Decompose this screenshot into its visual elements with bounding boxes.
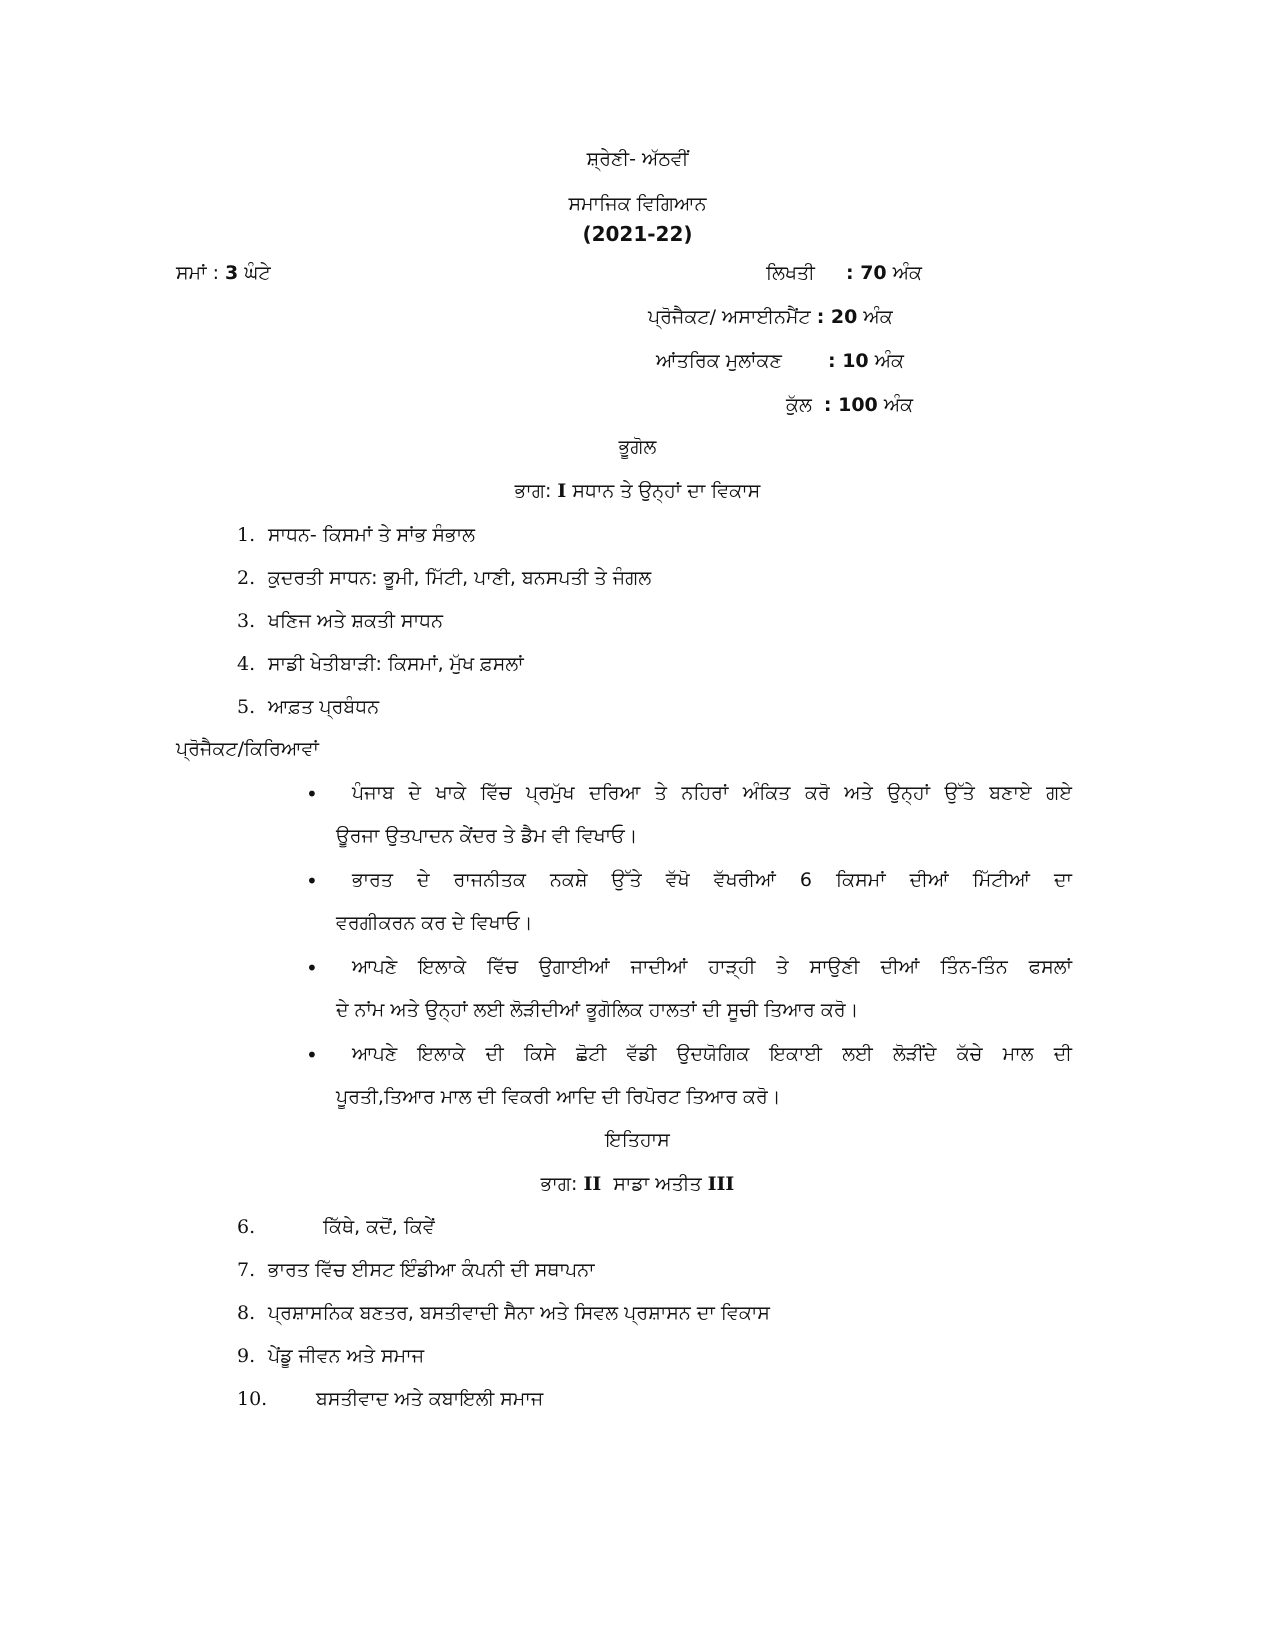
list-number: 2. xyxy=(237,567,256,589)
bullet-icon: • xyxy=(306,782,318,806)
internal-marks-label: ਆਂਤਰਿਕ ਮੁਲਾਂਕਣ xyxy=(656,350,782,372)
history-title: ਇਤਿਹਾਸ xyxy=(605,1129,670,1151)
class-heading: ਸ਼੍ਰੇਣੀ- ਅੱਠਵੀਂ xyxy=(586,148,689,170)
project-marks-value: : 20 xyxy=(816,306,858,328)
projects-heading: ਪ੍ਰੋਜੈਕਟ/ਕਿਰਿਆਵਾਂ xyxy=(176,738,319,760)
project-bullet-line: ਦੇ ਨਾਂਮ ਅਤੇ ਉਨ੍ਹਾਂ ਲਈ ਲੋੜੀਦੀਆਂ ਭੂਗੋਲਿਕ ਹਾਲਤਾਂ ਦੀ ਸੂਚੀ ਤਿਆਰ ਕਰੋ। xyxy=(336,999,859,1021)
list-item: ਆਫ਼ਤ ਪ੍ਰਬੰਧਨ xyxy=(268,696,380,718)
subject-heading: ਸਮਾਜਿਕ ਵਿਗਿਆਨ xyxy=(568,193,707,215)
project-bullet-line: ਵਰਗੀਕਰਨ ਕਰ ਦੇ ਵਿਖਾਓ। xyxy=(336,912,533,934)
list-item: ਭਾਰਤ ਵਿੱਚ ਈਸਟ ਇੰਡੀਆ ਕੰਪਨੀ ਦੀ ਸਥਾਪਨਾ xyxy=(268,1259,595,1281)
list-item: ਪੇਂਡੂ ਜੀਵਨ ਅਤੇ ਸਮਾਜ xyxy=(268,1345,425,1367)
time-label: ਸਮਾਂ : xyxy=(176,262,219,284)
list-number: 9. xyxy=(237,1345,256,1367)
list-number: 6. xyxy=(237,1216,256,1238)
list-item: ਖਣਿਜ ਅਤੇ ਸ਼ਕਤੀ ਸਾਧਨ xyxy=(268,610,443,632)
total-marks-unit: ਅੰਕ xyxy=(883,394,914,416)
part-roman: II xyxy=(583,1173,602,1195)
list-item: ਕਿੱਥੇ, ਕਦੋਂ, ਕਿਵੇਂ xyxy=(323,1216,435,1238)
list-number: 1. xyxy=(237,524,256,546)
list-item: ਪ੍ਰਸ਼ਾਸਨਿਕ ਬਣਤਰ, ਬਸਤੀਵਾਦੀ ਸੈਨਾ ਅਤੇ ਸਿਵਲ ਪ੍ਰਸ਼ਾਸਨ ਦਾ ਵਿਕਾਸ xyxy=(268,1302,770,1324)
project-bullet-line: ਪੂਰਤੀ,ਤਿਆਰ ਮਾਲ ਦੀ ਵਿਕਰੀ ਆਦਿ ਦੀ ਰਿਪੋਰਟ ਤਿਆਰ ਕਰੋ। xyxy=(336,1086,781,1108)
project-bullet-line: ਭਾਰਤ ਦੇ ਰਾਜਨੀਤਕ ਨਕਸ਼ੇ ਉੱਤੇ ਵੱਖੋ ਵੱਖਰੀਆਂ 6 ਕਿਸਮਾਂ ਦੀਆਂ ਮਿੱਟੀਆਂ ਦਾ xyxy=(352,869,1072,891)
list-item: ਸਾਧਨ- ਕਿਸਮਾਂ ਤੇ ਸਾਂਭ ਸੰਭਾਲ xyxy=(268,524,475,546)
part-roman: I xyxy=(557,480,567,502)
internal-marks-unit: ਅੰਕ xyxy=(874,350,905,372)
total-marks-value: : 100 xyxy=(823,394,878,416)
list-item: ਬਸਤੀਵਾਦ ਅਤੇ ਕਬਾਇਲੀ ਸਮਾਜ xyxy=(316,1388,544,1410)
list-item: ਕੁਦਰਤੀ ਸਾਧਨ: ਭੂਮੀ, ਮਿੱਟੀ, ਪਾਣੀ, ਬਨਸਪਤੀ ਤੇ ਜੰਗਲ xyxy=(268,567,652,589)
bullet-icon: • xyxy=(306,1043,318,1067)
written-marks-label: ਲਿਖਤੀ xyxy=(766,262,815,284)
list-number: 8. xyxy=(237,1302,256,1324)
part-roman-volume: III xyxy=(707,1173,735,1195)
written-marks-value: : 70 xyxy=(846,262,887,284)
history-part-heading xyxy=(0,1173,1275,1195)
geography-title: ਭੂਗੋਲ xyxy=(618,436,657,458)
internal-marks-row xyxy=(828,350,904,372)
part-name: ਸਧਾਨ ਤੇ ਉਨ੍ਹਾਂ ਦਾ ਵਿਕਾਸ xyxy=(572,480,761,502)
project-marks-label: ਪ੍ਰੋਜੈਕਟ/ ਅਸਾਈਨਮੈਂਟ xyxy=(648,306,811,328)
list-number: 10. xyxy=(237,1388,268,1410)
project-bullet-line: ਪੰਜਾਬ ਦੇ ਖਾਕੇ ਵਿੱਚ ਪ੍ਰਮੁੱਖ ਦਰਿਆ ਤੇ ਨਹਿਰਾਂ ਅੰਕਿਤ ਕਰੋ ਅਤੇ ਉਨ੍ਹਾਂ ਉੱਤੇ ਬਣਾਏ ਗਏ xyxy=(352,782,1072,804)
list-number: 5. xyxy=(237,696,256,718)
list-number: 7. xyxy=(237,1259,256,1281)
project-bullet-line: ਆਪਣੇ ਇਲਾਕੇ ਦੀ ਕਿਸੇ ਛੋਟੀ ਵੱਡੀ ਉਦਯੋਗਿਕ ਇਕਾਈ ਲਈ ਲੋੜੀਂਦੇ ਕੱਚੇ ਮਾਲ ਦੀ xyxy=(352,1043,1072,1065)
list-item: ਸਾਡੀ ਖੇਤੀਬਾੜੀ: ਕਿਸਮਾਂ, ਮੁੱਖ ਫ਼ਸਲਾਂ xyxy=(268,653,524,675)
project-marks-unit: ਅੰਕ xyxy=(863,306,893,328)
written-marks-unit: ਅੰਕ xyxy=(892,262,923,284)
part-prefix: ਭਾਗ: xyxy=(540,1173,578,1195)
internal-marks-value: : 10 xyxy=(828,350,869,372)
part-name: ਸਾਡਾ ਅਤੀਤ xyxy=(613,1173,702,1195)
geography-part-heading xyxy=(0,480,1275,502)
time-value: 3 xyxy=(225,262,239,284)
project-bullet-line: ਊਰਜਾ ਉਤਪਾਦਨ ਕੇਂਦਰ ਤੇ ਡੈਮ ਵੀ ਵਿਖਾਓ। xyxy=(336,825,638,847)
total-marks-row xyxy=(786,394,913,416)
list-number: 3. xyxy=(237,610,256,632)
bullet-icon: • xyxy=(306,869,318,893)
total-marks-label: ਕੁੱਲ xyxy=(786,394,812,416)
list-number: 4. xyxy=(237,653,256,675)
written-marks-row xyxy=(846,262,922,284)
part-prefix: ਭਾਗ: xyxy=(514,480,552,502)
bullet-icon: • xyxy=(306,956,318,980)
project-marks-row xyxy=(648,306,893,328)
time-row xyxy=(176,262,271,284)
session-heading: (2021-22) xyxy=(582,222,693,246)
project-bullet-line: ਆਪਣੇ ਇਲਾਕੇ ਵਿੱਚ ਉਗਾਈਆਂ ਜਾਦੀਆਂ ਹਾੜ੍ਹੀ ਤੇ ਸਾਉਣੀ ਦੀਆਂ ਤਿੰਨ-ਤਿੰਨ ਫਸਲਾਂ xyxy=(352,956,1072,978)
time-unit: ਘੰਟੇ xyxy=(244,262,271,284)
